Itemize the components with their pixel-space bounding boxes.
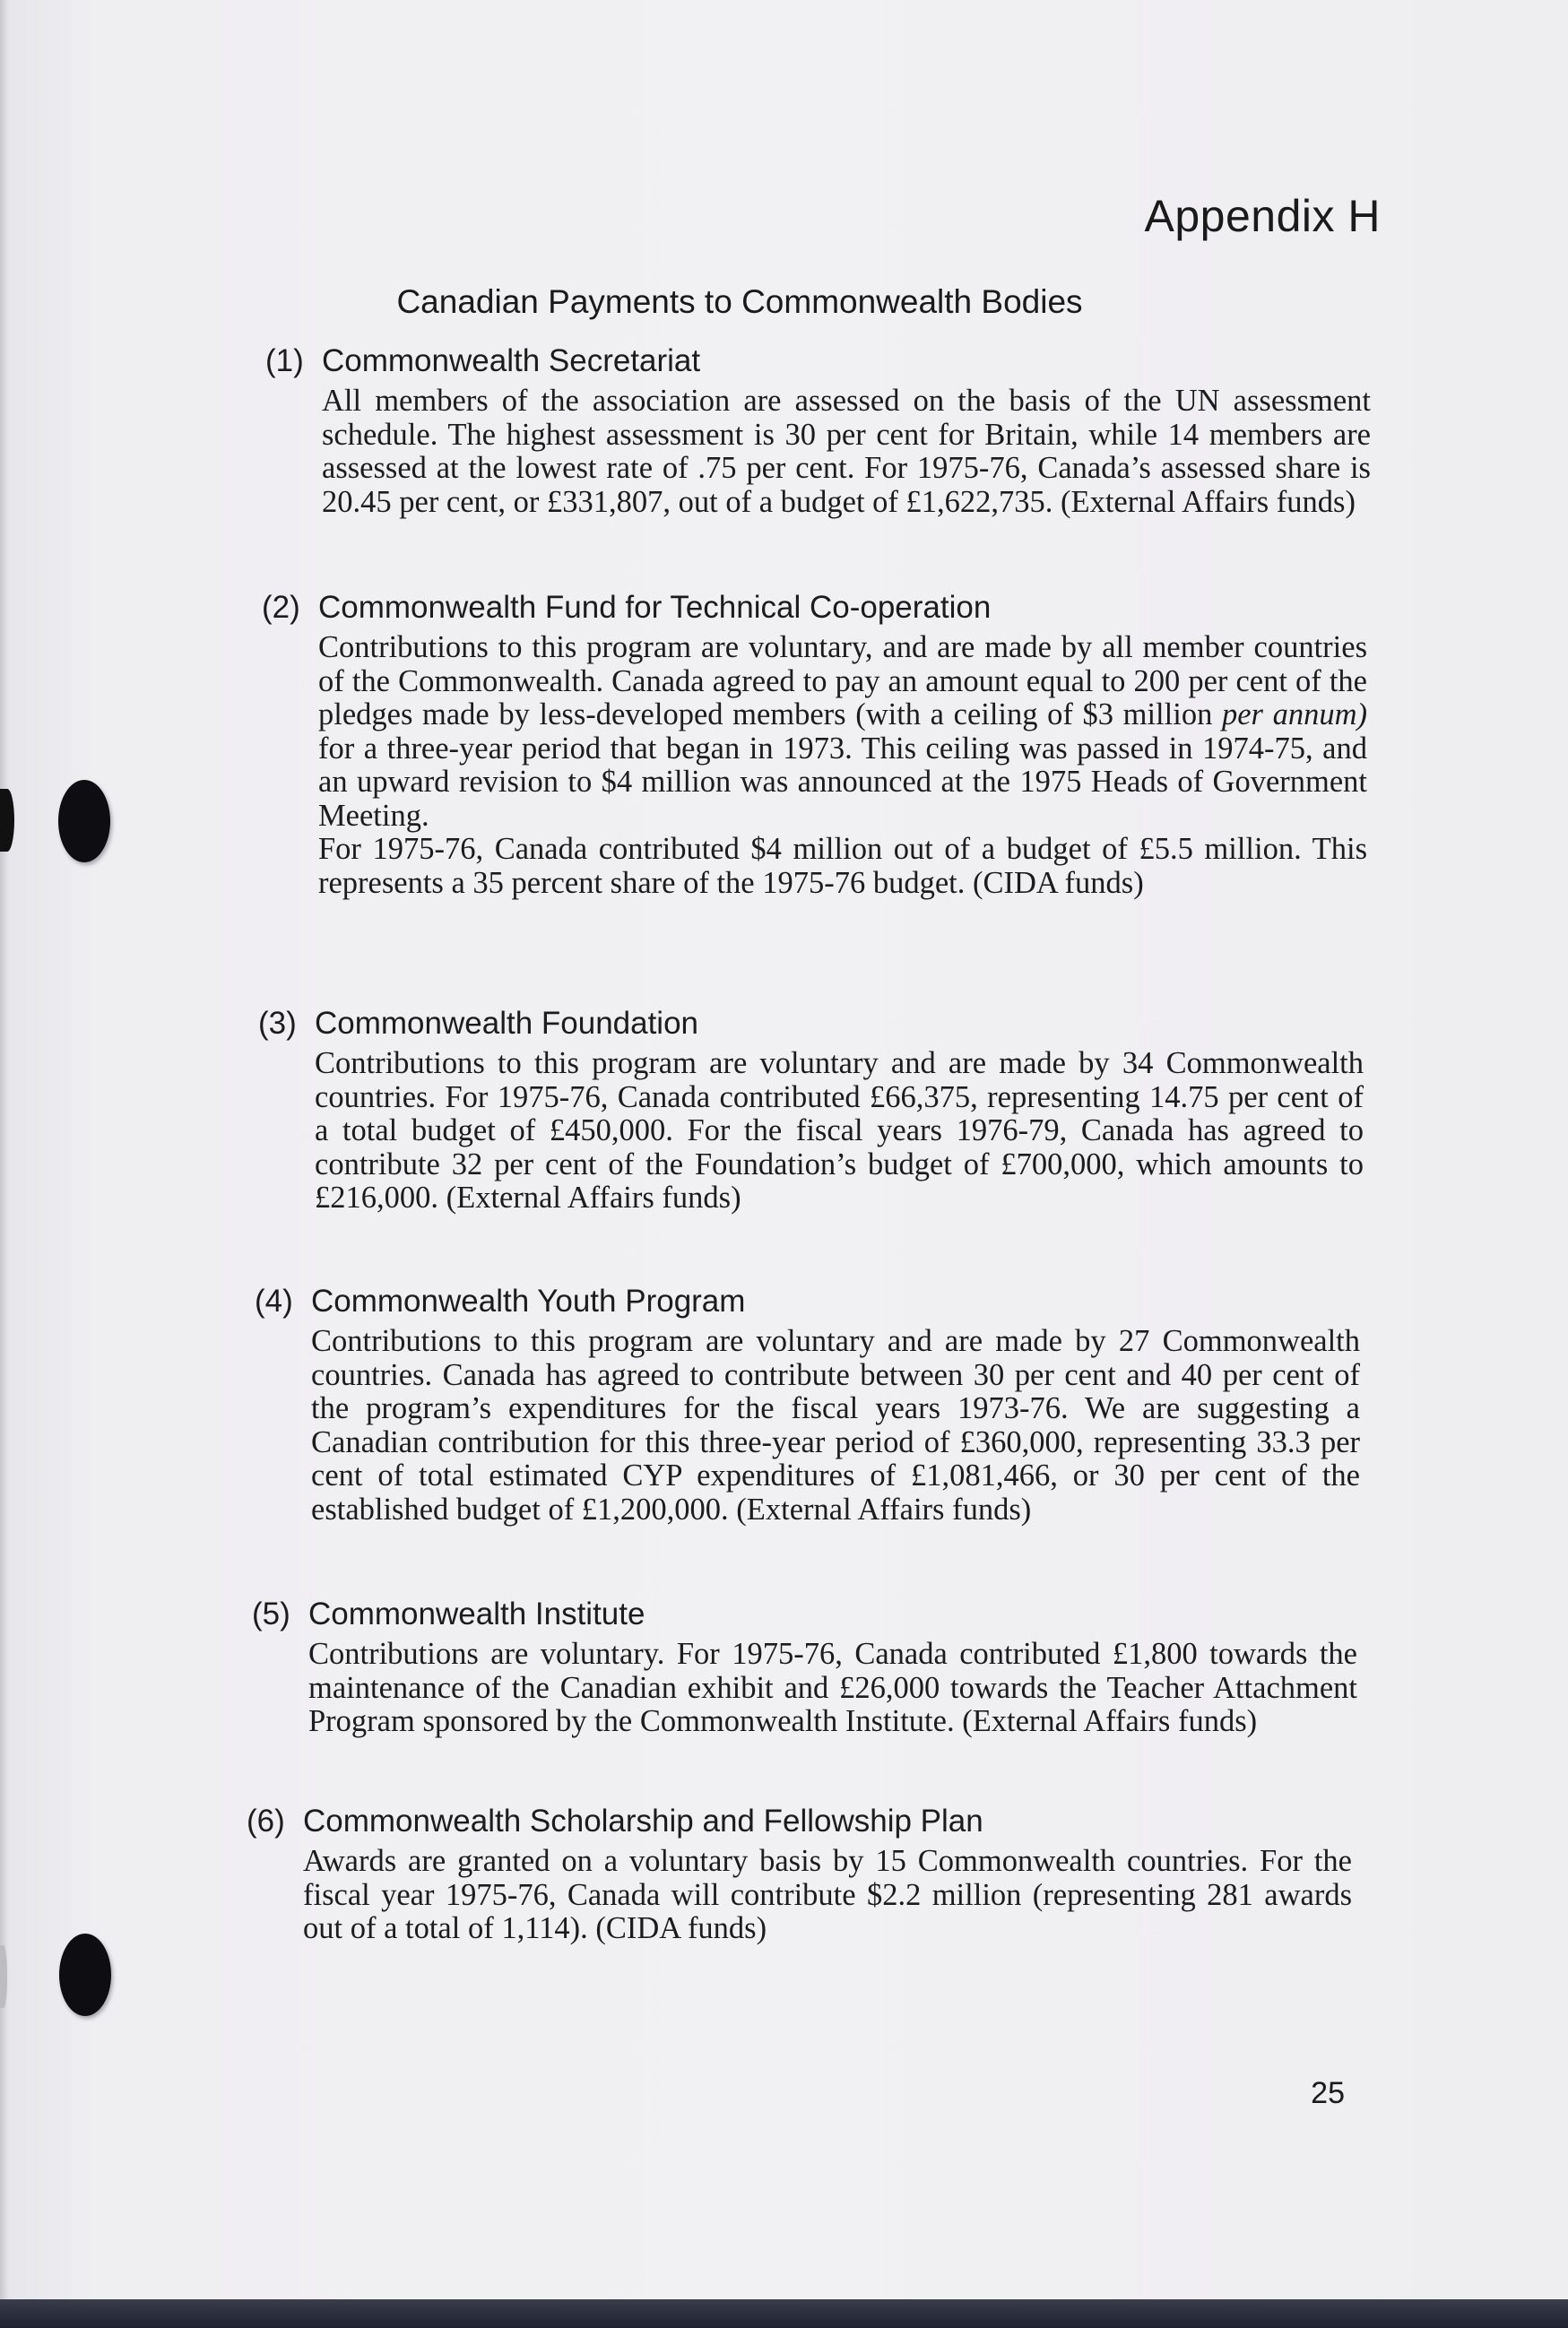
section-paragraph: Awards are granted on a voluntary basis by 15 Commonwealth countries. For the fiscal year 1975-76, Canada will contribute $2.2 million (representing 281 awards out of a total of 1,114). (CIDA funds) — [303, 1844, 1352, 1945]
section-body — [318, 631, 1367, 900]
section-body — [322, 385, 1371, 519]
section-institute — [252, 1597, 1373, 1739]
punch-hole — [59, 1934, 111, 2016]
section-title: Commonwealth Youth Program — [311, 1284, 746, 1319]
section-number: (3) — [258, 1006, 297, 1041]
section-title: Commonwealth Fund for Technical Co-operation — [318, 590, 992, 625]
page-title: Canadian Payments to Commonwealth Bodies — [396, 283, 1083, 320]
section-heading — [258, 1006, 1379, 1042]
section-paragraph — [318, 631, 1367, 833]
section-number: (6) — [247, 1804, 285, 1839]
section-paragraph: Contributions to this program are voluntary and are made by 34 Commonwealth countries. For 1975-76, Canada contributed £66,375, representing 14.75 per cent of a total budget of £450,000. For the fiscal years 1976-79, Canada has agreed to contribute 32 per cent of the Foundation’s budget of £700,000, which amounts to £216,000. (External Affairs funds) — [315, 1046, 1364, 1215]
paragraph-italic-text: per annum) — [1221, 697, 1367, 731]
section-foundation — [258, 1006, 1379, 1216]
paragraph-text: for a three-year period that began in 1973. This ceiling was passed in 1974-75, and an upward revision to $4 million was announced at the 1975 Heads of Government Meeting. — [318, 731, 1367, 833]
section-title: Commonwealth Institute — [308, 1597, 645, 1631]
section-heading — [252, 1597, 1373, 1632]
section-heading — [255, 1284, 1375, 1320]
paragraph-text: Contributions to this program are voluntary, and are made by all member countries of the Commonwealth. Canada agreed to pay an amount equal to 200 per cent of the pledges made by less-developed members (with a ceiling of $3 million — [318, 630, 1367, 731]
binder-edge-mark — [0, 789, 14, 852]
section-title: Commonwealth Scholarship and Fellowship Plan — [303, 1804, 983, 1839]
section-number: (1) — [265, 343, 304, 378]
section-technical-cooperation — [262, 590, 1382, 900]
section-paragraph: Contributions are voluntary. For 1975-76, Canada contributed £1,800 towards the maintenance of the Canadian exhibit and £26,000 towards the Teacher Attachment Program sponsored by the Commonwealth Institute. (External Affairs funds) — [308, 1637, 1357, 1738]
section-paragraph: All members of the association are assessed on the basis of the UN assessment schedule. The highest assessment is 30 per cent for Britain, while 14 members are assessed at the lowest rate of .75 per cent. For 1975-76, Canada’s assessed share is 20.45 per cent, or £331,807, out of a budget of £1,622,735. (External Affairs funds) — [322, 384, 1371, 519]
section-heading — [262, 590, 1382, 626]
section-title: Commonwealth Foundation — [315, 1006, 699, 1041]
section-number: (2) — [262, 590, 300, 625]
punch-hole — [58, 780, 110, 862]
section-paragraph: For 1975-76, Canada contributed $4 million out of a budget of £5.5 million. This represents a 35 percent share of the 1975-76 budget. (CIDA funds) — [318, 832, 1367, 900]
page-number: 25 — [1311, 2076, 1345, 2110]
section-heading — [247, 1804, 1367, 1839]
section-title: Commonwealth Secretariat — [322, 343, 701, 378]
section-body — [303, 1845, 1352, 1946]
binder-edge-mark — [0, 1945, 7, 2008]
section-secretariat — [265, 343, 1386, 519]
section-paragraph: Contributions to this program are voluntary and are made by 27 Commonwealth countries. Canada has agreed to contribute between 30 per cent and 40 per cent of the program’s expenditures for the fiscal years 1973-76. We are suggesting a Canadian contribution for this three-year period of £360,000, representing 33.3 per cent of total estimated CYP expenditures of £1,081,466, or 30 per cent of the established budget of £1,200,000. (External Affairs funds) — [311, 1324, 1360, 1527]
background-surface — [0, 2299, 1568, 2328]
section-body — [308, 1638, 1357, 1739]
section-body — [315, 1047, 1364, 1216]
section-number: (5) — [252, 1597, 290, 1631]
section-number: (4) — [255, 1284, 293, 1319]
section-youth-program — [255, 1284, 1375, 1527]
section-scholarship-plan — [247, 1804, 1367, 1946]
section-body — [311, 1325, 1360, 1527]
appendix-label: Appendix H — [1144, 191, 1381, 241]
section-heading — [265, 343, 1386, 379]
